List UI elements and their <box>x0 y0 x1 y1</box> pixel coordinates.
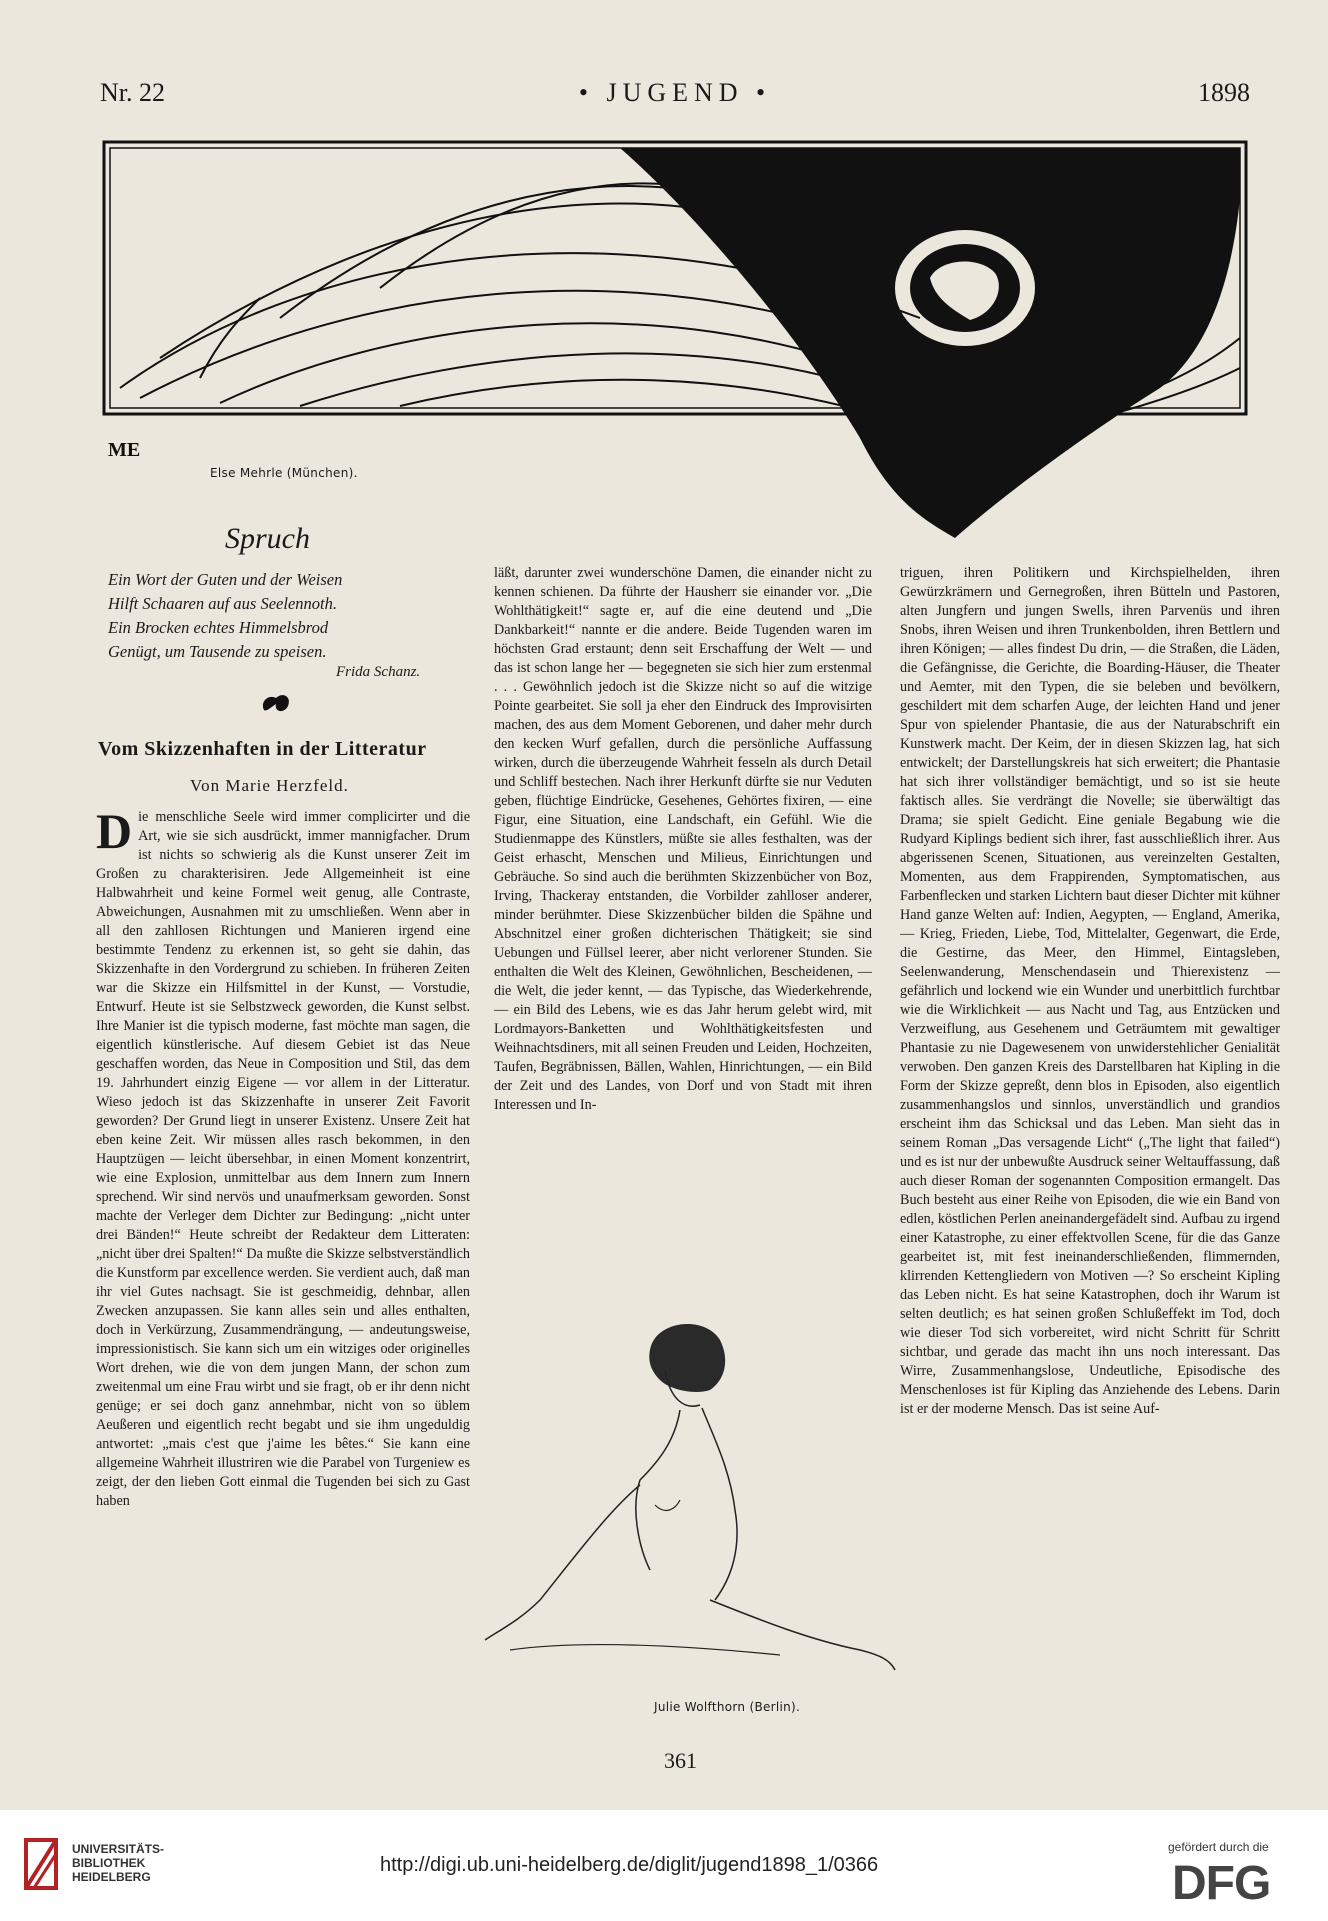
poem-line: Hilft Schaaren auf aus Seelennoth. <box>108 594 337 613</box>
artist-monogram: ME <box>108 439 141 461</box>
seated-figure-illustration <box>480 1310 900 1710</box>
banner-credit: Else Mehrle (München). <box>210 466 358 480</box>
column-text: ie menschliche Seele wird immer complicirter und die Art, wie sie sich ausdrückt, immer mannigfacher. Drum ist nichts so schwierig als die Kunst unserer Zeit im Großen zu charakterisiren. Jede Allgemeinheit ist eine Halbwahrheit und keine Formel weit genug, alle Contraste, Abweichungen, Ausnahmen mit zu umschließen. Wenn aber in all den zahllosen Richtungen und Manieren irgend eine bestimmte Tendenz zu erkennen ist, so geht sie dahin, das Skizzenhafte in den Vordergrund zu schieben. In früheren Zeiten war die Skizze ein Hilfsmittel in der Kunst, — Vorstudie, Entwurf. Heute ist sie Selbstzweck geworden, die Kunst selbst. Ihre Manier ist die typisch moderne, fast möchte man sagen, die eigentlich künstlerische. Auf diesem Gebiet ist das Neue geschaffen worden, das Neue in Composition und Stil, das dem 19. Jahrhundert einzig Eigene — vor allem in der Litteratur. Wieso jedoch ist das Skizzenhafte in unserer Zeit Favorit geworden? Der Grund liegt in unserer Existenz. Unsere Zeit hat eben keine Zeit. Wir müssen alles rasch bekommen, in den Hauptzügen — leicht übersehbar, in einen Moment konzentrirt, wie eine Explosion, unmittelbar aus dem Innern zum Innern sprechend. Wir sind nervös und unaufmerksam geworden. Sonst machte der Verleger dem Dichter zur Bedingung: „nicht unter drei Bänden!“ Heute schreibt der Redakteur dem Litteraten: „nicht über drei Spalten!“ Da mußte die Skizze selbstverständlich die Kunstform par excellence werden. Sie verdient auch, daß man ihr viel Gutes nachsagt. Sie ist geschmeidig, dehnbar, allen Zwecken anzupassen. Sie kann alles sein und alles enthalten, doch in Verkürzung, Zusammendrängung, — andeutungsweise, impressionistisch. Sie kann sich um ein witziges oder originelles Wort drehen, wie die von dem jungen Mann, der schon zum zweitenmal um eine Frau wirbt und sie fragt, ob er ihr denn nicht genüge; er sei doch ganz annehmbar, nicht von so üblem Aeußeren und eigentlich recht begabt und sie ihm ungeduldig antwortet: „mais c'est que j'aime les bêtes.“ Sie kann eine allgemeine Wahrheit illustriren wie die Parabel von Turgeniew es zeigt, der den lieben Gott einmal die Tugenden bei sich zu Gast haben <box>96 809 470 1509</box>
article-title: Vom Skizzenhaften in der Litteratur <box>98 738 427 760</box>
year: 1898 <box>1198 78 1250 107</box>
digitization-footer <box>0 1810 1328 1921</box>
funding-label: gefördert durch die <box>1168 1840 1269 1854</box>
column-text: triguen, ihren Politikern und Kirchspielhelden, ihren Gewürzkrämern und Gernegroßen, ihren Bütteln und Pastoren, alten Jungfern und jungen Swells, ihren Parvenüs und ihren Snobs, ihren Weisen und ihren Trunkenbolden, ihren Bettlern und ihren Königen; — alles findest Du drin, — die Straßen, die Läden, die Gefängnisse, die Gerichte, die Boarding-Häuser, die Theater und Aemter, mit den Typen, die sie beleben und bevölkern, geschildert mit dem scharfen Auge, der leichten Hand und jener Spur von spielender Phantasie, die aus der Naturabschrift ein Kunstwerk macht. Der Keim, der in diesen Skizzen lag, hat sich entwickelt; der Darstellungskreis hat sich erweitert; die Phantasie hat sich ihrer vollständiger bemächtigt, und so ist sie heute faktisch alles. Sie verdrängt die Novelle; sie überwältigt das Drama; sie spielt Gedicht. Eine geniale Begabung wie die Rudyard Kiplings bedient sich ihrer, fast ausschließlich ihrer. Aus abgerissenen Scenen, Situationen, aus vereinzelten Gestalten, Momenten, aus dem Frappirenden, Symptomatischen, aus Farbenflecken und starken Lichtern baut dieser Dichter mit kühner Hand ganze Welten auf: Indien, Aegypten, — England, Amerika, — Krieg, Frieden, Liebe, Tod, Mittelalter, Gegenwart, die Erde, die Gestirne, das Meer, den Himmel, Eintagsleben, Seelenwanderung, Menschendasein und Thierexistenz — gefährlich und lockend wie ein Wunder und unerbittlich furchtbar wie die Wirklichkeit — aus Nacht und Tag, aus Entzücken und Verzweiflung, aus Gesehenem und Geträumtem mit gewaltiger Phantasie zu nie Dagewesenem von unwiderstehlicher Genialität verwoben. Den ganzen Kreis des Darstellbaren hat Kipling in die Form der Skizze gepreßt, denn blos in Episoden, also eigentlich zusammenhangslos und sinnlos, unverständlich und grandios erscheint ihm das Schicksal und das Leben. Man sieht das in seinem Roman „Das versagende Licht“ („The light that failed“) und es ist nur der unbewußte Ausdruck seiner Weltauffassung, daß auch dieser Roman der sogenannten Composition ermangelt. Das Buch besteht aus einer Reihe von Episoden, die wie ein Band von edlen, köstlichen Perlen aneinandergefädelt sind. Aufbau zu irgend einer Katastrophe, zu einer effektvollen Scene, für die das Ganze gearbeitet ist, mit fest ineinanderschließenden, flimmernden, klirrenden Kettengliedern von Motiven —? So erscheint Kipling das Leben nicht. Es hat seine Katastrophen, doch ihr Warum ist selten deutlich; es hat seinen großen Schlußeffekt im Tod, doch wie dieser Tod sich vorbereitet, wird nicht Schritt für Schritt sichtbar, und gerade das macht ihn uns noch interessant. Das Wirre, Zusammenhangslose, Undeutliche, Episodische des Menschenloses ist für Kipling das Anziehende des Lebens. Darin ist er der moderne Mensch. Das ist seine Auf- <box>900 565 1280 1417</box>
poem-author: Frida Schanz. <box>336 664 421 680</box>
page-header <box>100 78 1250 118</box>
issue-number: Nr. 22 <box>100 78 165 107</box>
article-column-2 <box>494 564 872 1294</box>
dfg-logo: DFG <box>1172 1857 1271 1910</box>
article-byline: Von Marie Herzfeld. <box>190 776 349 795</box>
drop-cap: D <box>96 808 133 859</box>
poem-line: Genügt, um Tausende zu speisen. <box>108 642 327 661</box>
article-column-1 <box>96 808 470 1738</box>
poem-line: Ein Brocken echtes Himmelsbrod <box>108 618 329 637</box>
journal-title: • JUGEND • <box>578 78 772 107</box>
figure-credit: Julie Wolfthorn (Berlin). <box>654 1700 801 1714</box>
poem-line: Ein Wort der Guten und der Weisen <box>108 570 343 589</box>
library-logo-icon <box>22 1836 62 1892</box>
ornament-icon <box>256 688 296 718</box>
library-name: UNIVERSITÄTS- BIBLIOTHEK HEIDELBERG <box>72 1842 165 1884</box>
column-text: läßt, darunter zwei wunderschöne Damen, die einander nicht zu kennen schienen. Da führte der Hausherr sie einander vor. „Die Wohlthätigkeit!“ sagte er, auf die eine deutend und „Die Dankbarkeit!“ nannte er die andere. Beide Tugenden waren im höchsten Grad erstaunt; denn seit Erschaffung der Welt — und das ist schon lange her — begegneten sie sich hier zum erstenmal . . . Gewöhnlich jedoch ist die Skizze nicht so auf die witzige Pointe gearbeitet. Sie soll ja eher den Eindruck des Improvisirten machen, des aus dem Moment Geborenen, und daher mehr durch den kecken Wurf gefallen, durch die persönliche Auffassung wirken, durch die überzeugende Wahrheit fesseln als durch Detail und Schliff bestechen. Nach ihrer Herkunft dürfte sie nur Veduten geben, flüchtige Eindrücke, Gesehenes, Gehörtes fixiren, — eine Figur, eine Situation, eine Landschaft, ein Gefühl. Wie die Studienmappe des Künstlers, müßte sie alles festhalten, was der Geist erhascht, Menschen und Milieus, Einrichtungen und Gebräuche. So sind auch die berühmten Skizzenbücher von Boz, Irving, Thackeray entstanden, die Vorbilder zahlloser anderer, minder berühmter. Diese Skizzenbücher bilden die Spähne und Abschnitzel einer großen dichterischen Thätigkeit; sie sind Uebungen und Füllsel leerer, aber nicht verlorener Stunden. Sie enthalten die Welt des Kleinen, Gewöhnlichen, Bescheidenen, — die Welt, die jeder kennt, — das Typische, das Wiederkehrende, — ein Bild des Lebens, wie es das Jahr herum gelebt wird, mit Lordmayors-Banketten und Wohlthätigkeitsfesten und Weihnachtsdiners, mit all seinen Freuden und Leiden, Hochzeiten, Taufen, Begräbnissen, Bällen, Wahlen, Hinrichtungen, — ein Bild der Zeit und des Landes, von Dorf und von Stadt mit ihren Interessen und In- <box>494 565 872 1113</box>
article-column-3 <box>900 564 1280 1734</box>
poem-title: Spruch <box>225 522 310 555</box>
poem-body <box>108 568 448 664</box>
page-number: 361 <box>664 1748 697 1773</box>
source-url-link[interactable]: http://digi.ub.uni-heidelberg.de/diglit/jugend1898_1/0366 <box>380 1854 879 1876</box>
peacock-feather-illustration <box>100 138 1250 548</box>
